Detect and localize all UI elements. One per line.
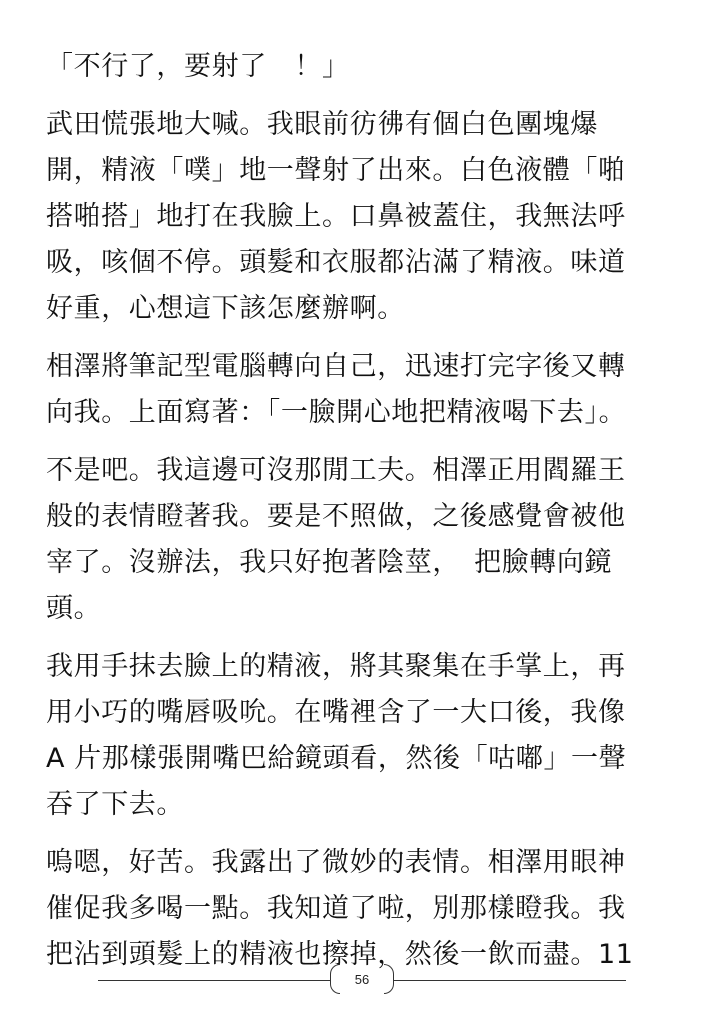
page-footer xyxy=(0,962,724,998)
text-line: 向我。上面寫著：「一臉開心地把精液喝下去」。 xyxy=(46,397,627,428)
text-line: 吸，咳個不停。頭髮和衣服都沾滿了精液。味道 xyxy=(46,247,626,278)
text-line: 相澤將筆記型電腦轉向自己，迅速打完字後又轉 xyxy=(46,351,626,382)
text-line: 嗚嗯，好苦。我露出了微妙的表情。相澤用眼神 xyxy=(46,847,626,878)
text-line: A 片那樣張開嘴巴給鏡頭看，然後「咕嘟」一聲 xyxy=(46,743,627,774)
text-line: 我用手抹去臉上的精液，將其聚集在手掌上，再 xyxy=(46,651,626,682)
right-bracket-ornament xyxy=(384,964,394,994)
paragraph-1 xyxy=(46,44,666,90)
text-line: 不是吧。我這邊可沒那閒工夫。相澤正用閻羅王 xyxy=(46,455,626,486)
text-line: 頭。 xyxy=(46,593,102,624)
paragraph-6 xyxy=(46,840,666,978)
footer-rule-left xyxy=(98,980,330,981)
text-line: 好重，心想這下該怎麼辦啊。 xyxy=(46,293,405,324)
text-line: 把沾到頭髮上的精液也擦掉，然後一飲而盡。11 xyxy=(46,939,634,970)
paragraph-3 xyxy=(46,344,666,436)
text-line: 搭啪搭」地打在我臉上。口鼻被蓋住，我無法呼 xyxy=(46,201,626,232)
text-line: 宰了。沒辦法，我只好抱著陰莖， 把臉轉向鏡 xyxy=(46,547,613,578)
text-line: 催促我多喝一點。我知道了啦，別那樣瞪我。我 xyxy=(46,893,626,924)
paragraph-5 xyxy=(46,644,666,828)
text-line: 用小巧的嘴唇吸吮。在嘴裡含了一大口後，我像 xyxy=(46,697,626,728)
page-number: 56 xyxy=(354,972,370,987)
left-bracket-ornament xyxy=(330,964,340,994)
text-line: 開，精液「噗」地一聲射了出來。白色液體「啪 xyxy=(46,155,626,186)
text-line: 吞了下去。 xyxy=(46,789,184,820)
text-line: 武田慌張地大喊。我眼前彷彿有個白色團塊爆 xyxy=(46,109,598,140)
footer-rule-right xyxy=(394,980,626,981)
text-line: 般的表情瞪著我。要是不照做，之後感覺會被他 xyxy=(46,501,626,532)
text-line: 「不行了，要射了 ！」 xyxy=(46,51,350,82)
paragraph-2 xyxy=(46,102,666,332)
paragraph-4 xyxy=(46,448,666,632)
body-text xyxy=(46,44,666,990)
